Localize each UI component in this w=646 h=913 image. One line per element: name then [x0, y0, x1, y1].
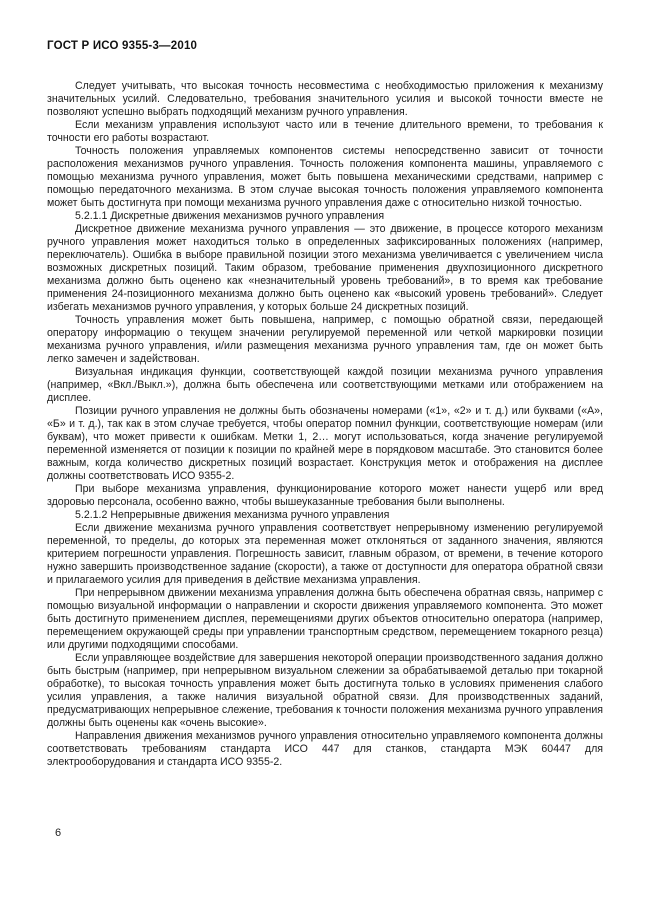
paragraph: Если управляющее воздействие для завершения некоторой операции производственного задания должно быть быстрым (например, при непрерывном визуальном слежении за обрабатываемой деталью при токарной обработке), то высокая точность управления может быть достигнута только в условиях применения слабого усилия управления, а также наличия визуальной обратной связи. Для производственных заданий, предусматривающих непрерывное слежение, требования к точности положения механизма ручного управления должны быть оценены как «очень высокие».: [47, 652, 603, 729]
page-number: 6: [55, 827, 62, 839]
paragraph: Дискретное движение механизма ручного управления — это движение, в процессе которого механизм ручного управления может находиться только в определенных зафиксированных положениях (например, переключатель). Ошибка в выборе правильной позиции этого механизма увеличивается с увеличением числа возможных дискретных позиций. Таким образом, требование применения двухпозиционного дискретного механизма должно быть оценено как «незначительный уровень требований», в то время как требование применения 24-позиционного механизма должно быть оценено как «высокий уровень требований». Следует избегать механизмов ручного управления, у которых больше 24 дискретных позиций.: [47, 223, 603, 313]
paragraph: Если движение механизма ручного управления соответствует непрерывному изменению регулируемой переменной, то пределы, до которых эта переменная может отклоняться от заданного значения, являются критерием погрешности управления. Погрешность зависит, главным образом, от времени, в течение которого нужно завершить производственное задание (скорости), а также от доступности для оператора обратной связи и прилагаемого усилия для приведения в действие механизма управления.: [47, 522, 603, 586]
paragraph: При выборе механизма управления, функционирование которого может нанести ущерб или вред здоровью персонала, особенно важно, чтобы вышеуказанные требования были выполнены.: [47, 483, 603, 508]
paragraph: Следует учитывать, что высокая точность несовместима с необходимостью приложения к механизму значительных усилий. Следовательно, требования значительного усилия и высокой точности вместе не позволяют успешно выбрать подходящий механизм ручного управления.: [47, 80, 603, 118]
paragraph: Позиции ручного управления не должны быть обозначены номерами («1», «2» и т. д.) или буквами («А», «Б» и т. д.), так как в этом случае требуется, чтобы оператор помнил функции, соответствующие номерам (или буквам), что может привести к ошибкам. Метки 1, 2… могут использоваться, когда значение регулируемой переменной изменяется от позиции к позиции по крайней мере в порядковом масштабе. Это становится более важным, когда количество дискретных позиций возрастает. Конструкция меток и отображения на дисплее должны соответствовать ИСО 9355-2.: [47, 405, 603, 482]
section-heading: 5.2.1.2 Непрерывные движения механизма ручного управления: [75, 509, 390, 521]
document-body: [47, 80, 603, 769]
paragraph: Визуальная индикация функции, соответствующей каждой позиции механизма ручного управления (например, «Вкл./Выкл.»), должна быть обеспечена или соответствующими метками или отображением на дисплее.: [47, 366, 603, 404]
paragraph: Направления движения механизмов ручного управления относительно управляемого компонента должны соответствовать требованиям стандарта ИСО 447 для станков, стандарта МЭК 60447 для электрооборудования и стандарта ИСО 9355-2.: [47, 730, 603, 768]
paragraph: При непрерывном движении механизма управления должна быть обеспечена обратная связь, например с помощью визуальной информации о направлении и скорости движения управляемого компонента. Это может быть достигнуто применением дисплея, перемещениями других объектов относительно оператора (например, перемещением окружающей среды при управлении транспортным средством, перемещением токарного резца) или другими подходящими способами.: [47, 587, 603, 651]
paragraph: Точность управления может быть повышена, например, с помощью обратной связи, передающей оператору информацию о текущем значении регулируемой переменной или четкой маркировки позиции механизма ручного управления, и/или размещения механизма ручного управления там, где он может быть легко замечен и задействован.: [47, 314, 603, 365]
section-heading: 5.2.1.1 Дискретные движения механизмов ручного управления: [75, 210, 385, 222]
paragraph: Если механизм управления используют часто или в течение длительного времени, то требования к точности его работы возрастают.: [47, 119, 603, 144]
document-header-standard-number: ГОСТ Р ИСО 9355-3—2010: [47, 40, 198, 52]
paragraph: Точность положения управляемых компонентов системы непосредственно зависит от точности расположения механизмов ручного управления. Точность положения компонента машины, управляемого с помощью механизма ручного управления, может быть повышена механическими средствами, например с помощью передаточного механизма. В этом случае высокая точность положения управляемого компонента может быть достигнута при помощи механизма ручного управления даже с относительно низкой точностью.: [47, 145, 603, 209]
